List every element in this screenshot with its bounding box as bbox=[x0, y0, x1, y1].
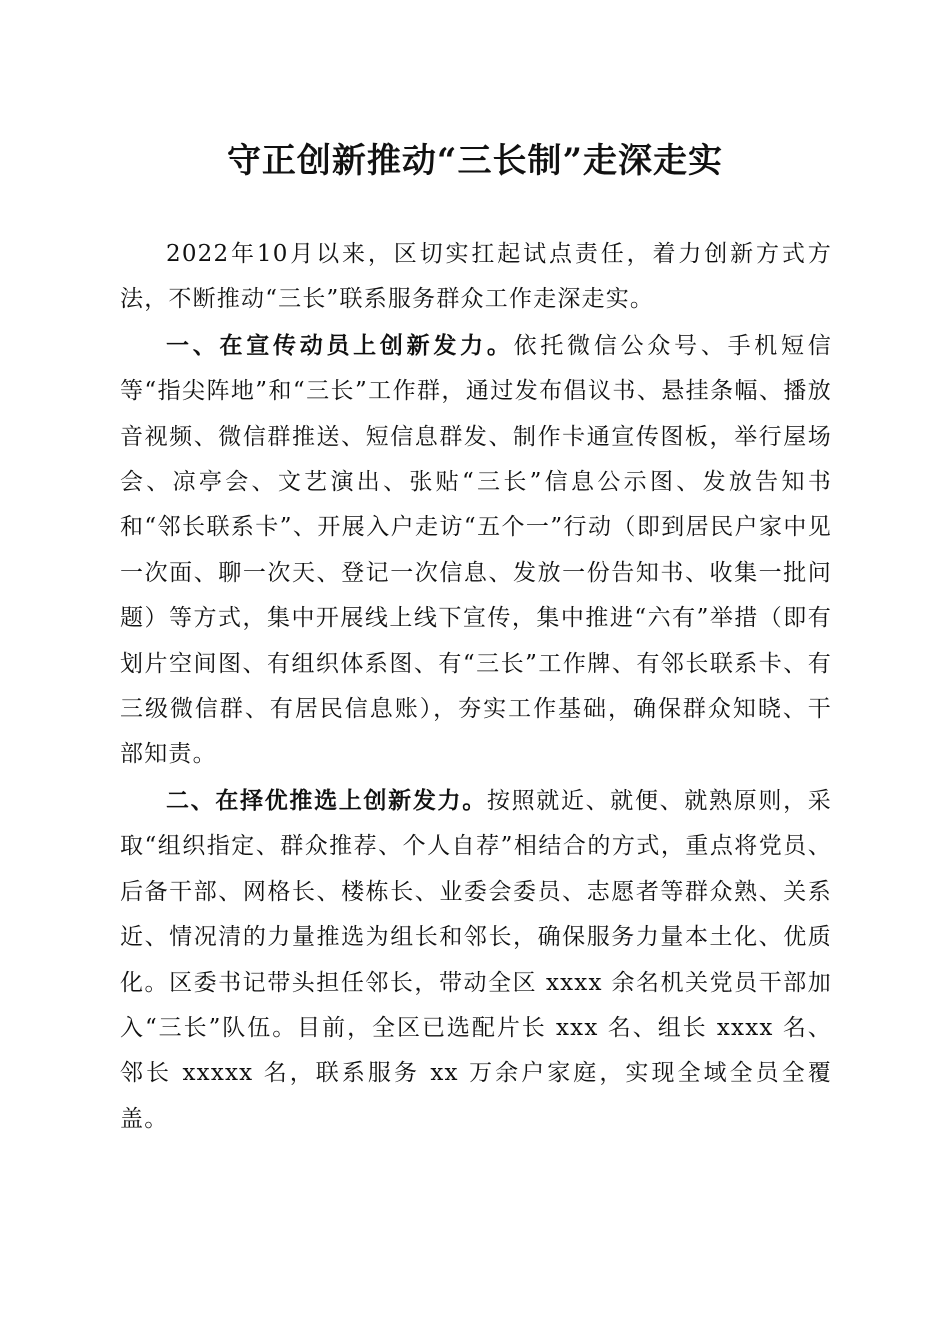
section-heading-2: 二、在择优推选上创新发力。 bbox=[166, 786, 487, 814]
section-heading-1: 一、在宣传动员上创新发力。 bbox=[166, 331, 514, 359]
section-paragraph-1 bbox=[120, 323, 832, 778]
section-paragraph-2 bbox=[120, 778, 832, 1142]
document-body bbox=[120, 232, 832, 1142]
section-text-2: 按照就近、就便、就熟原则，采取“组织指定、群众推荐、个人自荐”相结合的方式，重点将党员、后备干部、网格长、楼栋长、业委会委员、志愿者等群众熟、关系近、情况清的力量推选为组长和邻长，确保服务力量本土化、优质化。区委书记带头担任邻长，带动全区 xxxx 余名机关党员干部加入“三长”队伍。目前，全区已选配片长 xxx 名、组长 xxxx 名、邻长 xxxxx 名，联系服务 xx 万余户家庭，实现全域全员全覆盖。 bbox=[120, 787, 832, 1132]
document-title: 守正创新推动“三长制”走深走实 bbox=[226, 141, 724, 181]
intro-paragraph: 2022年10月以来，区切实扛起试点责任，着力创新方式方法，不断推动“三长”联系服务群众工作走深走实。 bbox=[120, 241, 832, 313]
section-text-1: 依托微信公众号、手机短信等“指尖阵地”和“三长”工作群，通过发布倡议书、悬挂条幅、播放音视频、微信群推送、短信息群发、制作卡通宣传图板，举行屋场会、凉亭会、文艺演出、张贴“三长”信息公示图、发放告知书和“邻长联系卡”、开展入户走访“五个一”行动（即到居民户家中见一次面、聊一次天、登记一次信息、发放一份告知书、收集一批问题）等方式，集中开展线上线下宣传，集中推进“六有”举措（即有划片空间图、有组织体系图、有“三长”工作牌、有邻长联系卡、有三级微信群、有居民信息账），夯实工作基础，确保群众知晓、干部知责。 bbox=[120, 332, 832, 768]
